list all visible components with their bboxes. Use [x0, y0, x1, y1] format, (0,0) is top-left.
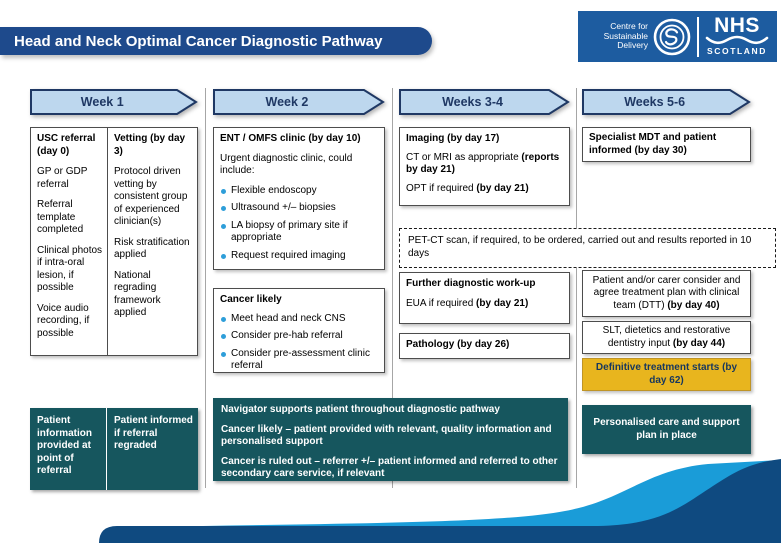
csd-circle-icon — [652, 17, 692, 57]
imaging-line-opt: OPT if required (by day 21) — [406, 182, 529, 194]
week2-header-arrow — [213, 89, 385, 115]
csd-wordmark: Centre for Sustainable Delivery — [603, 20, 648, 51]
week2-header-label: Week 2 — [265, 95, 309, 109]
usc-referral-heading: USC referral (day 0) — [37, 133, 96, 157]
imaging-box — [399, 127, 570, 206]
weeks34-header-label: Weeks 3-4 — [442, 95, 503, 109]
nhs-wave-icon — [705, 35, 769, 45]
cancer-likely-heading: Cancer likely — [220, 294, 282, 305]
clinic-bullet: LA biopsy of primary site if appropriate — [220, 220, 378, 245]
cancer-likely-bullet: Consider pre-assessment clinic referral — [220, 348, 378, 373]
bullet-dot — [221, 352, 226, 357]
footer-wave — [0, 440, 781, 543]
bullet-dot — [221, 206, 226, 211]
clinic-heading: ENT / OMFS clinic (by day 10) — [220, 133, 361, 144]
further-diagnostic-heading: Further diagnostic work-up — [406, 278, 536, 289]
page-title: Head and Neck Optimal Cancer Diagnostic Pathway — [14, 32, 383, 50]
definitive-treatment-box: Definitive treatment starts (by day 62) — [582, 358, 751, 391]
nhs-scotland-wordmark: NHS SCOTLAND — [706, 14, 768, 56]
week1-referral-vetting-box — [30, 127, 198, 356]
navigator-support-box: Navigator supports patient throughout diagnostic pathway Cancer likely – patient provided with relevant, quality information and personalised support Cancer is ruled out – referrer +/– patient informed and referred to other secondary care service, if relevant — [213, 398, 568, 481]
clinic-bullet: Request required imaging — [220, 250, 378, 263]
bullet-dot — [221, 224, 226, 229]
bullet-dot — [221, 189, 226, 194]
week1-header-arrow — [30, 89, 198, 115]
clinic-bullet: Ultrasound +/– biopsies — [220, 202, 378, 215]
bullet-dot — [221, 317, 226, 322]
pathology-box: Pathology (by day 26) — [399, 333, 570, 359]
bullet-dot — [221, 254, 226, 259]
cancer-likely-box — [213, 288, 385, 373]
bullet-dot — [221, 334, 226, 339]
usc-referral-column: USC referral (day 0) GP or GDP referral Referral template completed Clinical photos if intra-oral lesion, if possible Voice audio recording, if possible — [37, 133, 103, 339]
imaging-heading: Imaging (by day 17) — [406, 133, 500, 144]
vetting-column: Vetting (by day 3) Protocol driven vetting by consistent group of experienced clinician(s) Risk stratification applied National regrading framework applied — [107, 128, 197, 355]
weeks56-header-arrow — [582, 89, 751, 115]
cancer-likely-bullet: Meet head and neck CNS — [220, 313, 378, 326]
pet-ct-dashed-box: PET-CT scan, if required, to be ordered, carried out and results reported in 10 days — [399, 228, 776, 268]
personalised-care-box: Personalised care and support plan in place — [582, 405, 751, 454]
imaging-line-ct-mri: CT or MRI as appropriate (reports by day 21) — [406, 151, 560, 175]
cancer-likely-bullet: Consider pre-hab referral — [220, 330, 378, 343]
ent-omfs-clinic-box: ENT / OMFS clinic (by day 10) Urgent diagnostic clinic, could include: Flexible endoscopy Ultrasound +/– biopsies LA biopsy of primary site if appropriate Request required imaging — [213, 127, 385, 270]
specialist-mdt-box: Specialist MDT and patient informed (by day 30) — [582, 127, 751, 162]
column-divider — [205, 88, 206, 488]
clinic-bullet: Flexible endoscopy — [220, 185, 378, 198]
treatment-plan-box: Patient and/or carer consider and agree treatment plan with clinical team (DTT) (by day 40) — [582, 270, 751, 317]
patient-information-note: Patient information provided at point of referral — [37, 415, 92, 476]
eua-line: EUA if required (by day 21) — [406, 297, 529, 309]
further-diagnostic-box — [399, 272, 570, 324]
logo-divider — [697, 17, 699, 57]
page-title-bar — [0, 27, 432, 55]
patient-informed-note: Patient informed if referral regraded — [106, 408, 198, 490]
nhs-csd-logo — [578, 11, 777, 62]
column-divider — [576, 88, 577, 488]
vetting-heading: Vetting (by day 3) — [114, 133, 186, 157]
slt-dietetics-box: SLT, dietetics and restorative dentistry input (by day 44) — [582, 321, 751, 354]
weeks34-header-arrow — [399, 89, 570, 115]
weeks56-header-label: Weeks 5-6 — [624, 95, 686, 109]
week1-header-label: Week 1 — [80, 95, 124, 109]
